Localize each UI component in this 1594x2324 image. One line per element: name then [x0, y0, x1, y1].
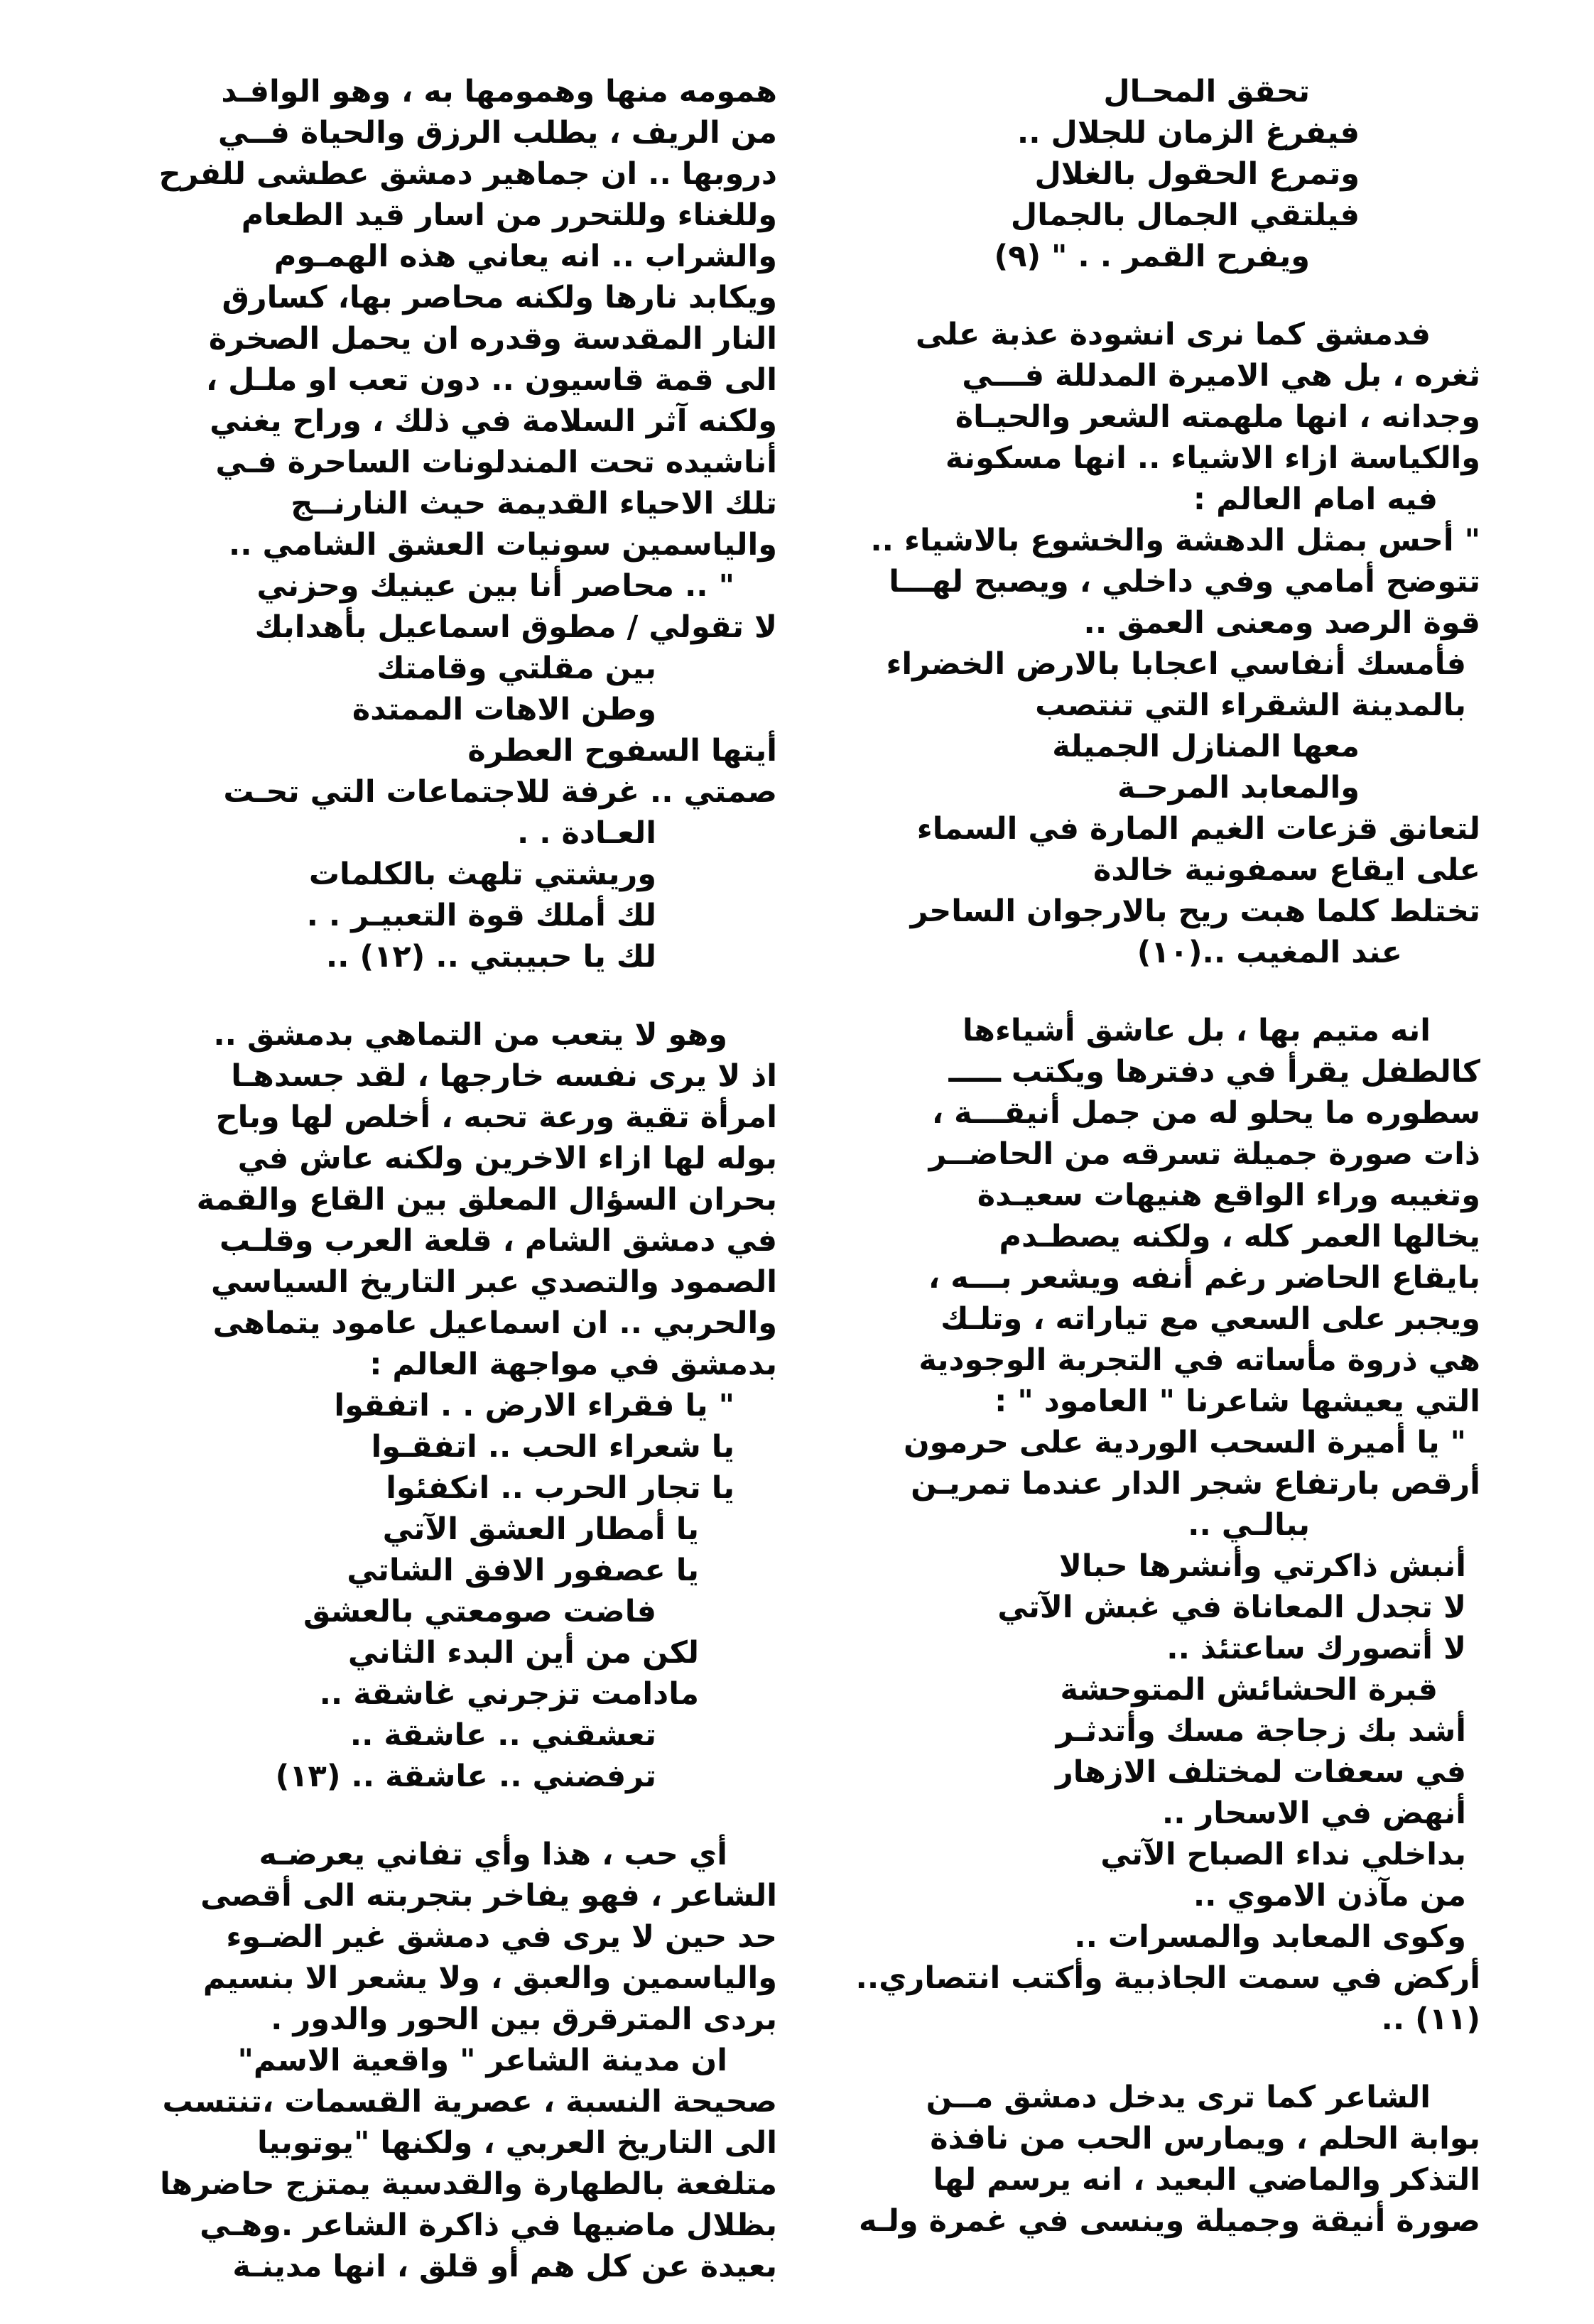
text-line: الى التاريخ العربي ، ولكنها "يوتوبيا: [256, 2125, 777, 2161]
paragraph-enamoured: [798, 1010, 1480, 2040]
text-line: فيفرغ الزمان للجلال ..: [1016, 115, 1360, 151]
poem-excerpt-9: [798, 71, 1480, 277]
text-line: ترفضني .. عاشقة .. (١٣): [275, 1759, 656, 1794]
text-line: فيه امام العالم :: [1193, 482, 1438, 517]
text-line: متلفعة بالطهارة والقدسية يمتزج حاضرها: [160, 2166, 777, 2202]
text-line: والياسمين سونيات العشق الشامي ..: [228, 527, 777, 563]
right-column: [798, 71, 1480, 2279]
text-line: سطوره ما يحلو له من جمل أنيقـــة ،: [931, 1095, 1480, 1131]
text-line: لا تجدل المعاناة في غبش الآتي: [997, 1590, 1466, 1625]
text-line: التذكر والماضي البعيد ، انه يرسم لها: [933, 2162, 1480, 2198]
text-line: ببالـي ..: [1188, 1507, 1310, 1543]
text-line: بدمشق في مواجهة العالم :: [369, 1347, 777, 1382]
text-line: أرقص بارتفاع شجر الدار عندما تمريـن: [911, 1466, 1480, 1502]
text-line: فدمشق كما نرى انشودة عذبة على: [915, 317, 1431, 352]
paragraph-dream-gate: [798, 2077, 1480, 2242]
text-line: وتمرع الحقول بالغلال: [1034, 156, 1360, 192]
text-line: تختلط كلما هبت ريح بالارجوان الساحر: [910, 894, 1480, 929]
text-line: والمعابد المرحـة: [1117, 770, 1360, 805]
text-line: صحيحة النسبة ، عصرية القسمات ،تنتسب: [162, 2084, 777, 2119]
text-line: بايقاع الحاضر رغم أنفه ويشعر بـــه ،: [928, 1260, 1480, 1296]
paragraph-identification: [95, 1014, 777, 1797]
text-line: لكن من أين البدء الثاني: [347, 1635, 699, 1671]
text-line: ويفرح القمر . . " (٩): [994, 239, 1310, 274]
text-line: بردى المترقرق بين الحور والدور .: [271, 2002, 777, 2037]
text-line: ويجبر على السعي مع تياراته ، وتلـك: [940, 1301, 1480, 1337]
text-line: العـادة . .: [516, 815, 656, 851]
text-line: فأمسك أنفاسي اعجابا بالارض الخضراء: [886, 646, 1466, 682]
text-line: وكوى المعابد والمسرات ..: [1074, 1919, 1466, 1955]
text-line: دروبها .. ان جماهير دمشق عطشى للفرح: [158, 156, 777, 192]
text-line: قبرة الحشائش المتوحشة: [1060, 1672, 1438, 1707]
text-line: والشراب .. انه يعاني هذه الهمـوم: [273, 239, 777, 274]
text-line: لتعانق قزعات الغيم المارة في السماء: [916, 811, 1480, 847]
text-line: قوة الرصد ومعنى العمق ..: [1083, 605, 1480, 641]
text-line: أي حب ، هذا وأي تفاني يعرضـه: [259, 1837, 727, 1872]
paragraph-worries: [95, 71, 777, 977]
text-line: يا شعراء الحب .. اتفقـوا: [371, 1429, 734, 1465]
text-line: ويكابد نارها ولكنه محاصر بها، كسارق: [222, 280, 777, 315]
text-line: (١١) ..: [1381, 2002, 1480, 2037]
text-line: وتغيبه وراء الواقع هنيهات سعيـدة: [977, 1178, 1480, 1213]
text-line: تتوضح أمامي وفي داخلي ، ويصبح لهـــا: [889, 564, 1480, 599]
paragraph-utopia: [95, 1834, 777, 2287]
text-line: كالطفل يقرأ في دفترها ويكتب ـــــ: [948, 1054, 1480, 1090]
text-line: يا عصفور الافق الشاتي: [347, 1553, 699, 1588]
left-column: [95, 71, 777, 2324]
text-line: ولكنه آثر السلامة في ذلك ، وراح يغني: [210, 403, 777, 439]
text-line: بظلال ماضيها في ذاكرة الشاعر .وهـي: [200, 2208, 777, 2243]
text-line: وهو لا يتعب من التماهي بدمشق ..: [213, 1017, 727, 1053]
text-line: لا أتصورك ساعتئذ ..: [1166, 1631, 1466, 1666]
text-line: وللغناء وللتحرر من اسار قيد الطعام: [241, 197, 777, 233]
text-line: انه متيم بها ، بل عاشق أشياءها: [962, 1013, 1431, 1048]
text-line: امرأة تقية ورعة تحبه ، أخلص لها وباح: [215, 1099, 777, 1135]
text-line: معها المنازل الجميلة: [1052, 729, 1360, 764]
text-line: وريشتي تلهث بالكلمات: [308, 857, 656, 892]
text-line: ذات صورة جميلة تسرقه من الحاضــر: [928, 1136, 1480, 1172]
text-line: أناشيده تحت المندلونات الساحرة فـي: [215, 445, 777, 480]
text-line: على ايقاع سمفونية خالدة: [1093, 852, 1480, 888]
text-line: ان مدينة الشاعر " واقعية الاسم": [237, 2043, 727, 2078]
text-line: بحران السؤال المعلق بين القاع والقمة: [196, 1182, 777, 1217]
text-line: والياسمين والعبق ، ولا يشعر الا بنسيم: [202, 1960, 777, 1996]
text-line: لك يا حبيبتي .. (١٢) ..: [325, 939, 656, 974]
text-line: والكياسة ازاء الاشياء .. انها مسكونة: [945, 440, 1480, 476]
text-line: لا تقولي / مطوق اسماعيل بأهدابك: [254, 609, 777, 645]
text-line: في سعفات لمختلف الازهار: [1056, 1754, 1466, 1790]
text-line: ثغره ، بل هي الاميرة المدللة فـــي: [962, 358, 1480, 393]
text-line: همومه منها وهمومها به ، وهو الوافـد: [221, 74, 777, 109]
paragraph-damascus-song: [798, 314, 1480, 973]
text-line: تحقق المحـال: [1103, 74, 1310, 109]
text-line: مادامت تزجرني غاشقة ..: [319, 1676, 699, 1712]
text-line: يخالها العمر كله ، ولكنه يصطـدم: [999, 1219, 1480, 1254]
text-line: " أحس بمثل الدهشة والخشوع بالاشياء ..: [870, 523, 1480, 558]
text-line: فيلتقي الجمال بالجمال: [1010, 197, 1360, 233]
text-line: بداخلي نداء الصباح الآتي: [1100, 1837, 1466, 1872]
text-line: أنهض في الاسحار ..: [1161, 1796, 1466, 1831]
text-line: " يا أميرة السحب الوردية على حرمون: [903, 1425, 1466, 1460]
text-line: أنبش ذاكرتي وأنشرها حبالا: [1058, 1548, 1466, 1584]
text-line: النار المقدسة وقدره ان يحمل الصخرة: [208, 321, 777, 357]
text-line: أيتها السفوح العطرة: [467, 733, 777, 769]
text-line: فاضت صومعتي بالعشق: [303, 1594, 656, 1629]
text-line: بوله لها ازاء الاخرين ولكنه عاش في: [237, 1141, 777, 1176]
text-line: حد حين لا يرى في دمشق غير الضـوء: [226, 1919, 777, 1955]
text-line: الشاعر كما ترى يدخل دمشق مــن: [926, 2080, 1431, 2115]
text-line: في دمشق الشام ، قلعة العرب وقلـب: [219, 1223, 777, 1259]
text-line: أركض في سمت الجاذبية وأكتب انتصاري..: [855, 1960, 1480, 1996]
text-line: أشد بك زجاجة مسك وأتدثـر: [1056, 1713, 1466, 1749]
text-line: والحربي .. ان اسماعيل عامود يتماهى: [212, 1305, 777, 1341]
text-line: بالمدينة الشقراء التي تنتصب: [1035, 688, 1466, 723]
text-line: اذ لا يرى نفسه خارجها ، لقد جسدهـا: [231, 1058, 777, 1094]
text-line: وجدانه ، انها ملهمته الشعر والحيـاة: [955, 399, 1480, 435]
text-line: التي يعيشها شاعرنا " العامود " :: [994, 1384, 1480, 1419]
text-line: صورة أنيقة وجميلة وينسى في غمرة ولـه: [859, 2203, 1480, 2239]
text-line: يا أمطار العشق الآتي: [382, 1511, 699, 1547]
text-line: وطن الاهات الممتدة: [352, 692, 656, 727]
text-line: هي ذروة مأساته في التجربة الوجودية: [918, 1342, 1480, 1378]
text-line: بعيدة عن كل هم أو قلق ، انها مدينـة: [232, 2249, 777, 2284]
text-line: من مآذن الاموي ..: [1193, 1878, 1466, 1913]
text-line: " .. محاصر أنا بين عينيك وحزني: [256, 568, 734, 604]
text-line: من الريف ، يطلب الرزق والحياة فــي: [217, 115, 777, 151]
text-line: الى قمة قاسيون .. دون تعب او ملـل ،: [205, 362, 777, 398]
text-line: الشاعر ، فهو يفاخر بتجربته الى أقصى: [200, 1878, 777, 1913]
text-line: عند المغيب ..(١٠): [1137, 935, 1402, 970]
text-line: " يا فقراء الارض . . اتفقوا: [334, 1388, 734, 1423]
text-line: تعشقني .. عاشقة ..: [349, 1717, 656, 1753]
text-line: يا تجار الحرب .. انكفئوا: [386, 1470, 734, 1506]
text-line: تلك الاحياء القديمة حيث النارنــج: [291, 486, 777, 521]
text-line: بوابة الحلم ، ويمارس الحب من نافذة: [930, 2121, 1480, 2156]
text-line: الصمود والتصدي عبر التاريخ السياسي: [210, 1264, 777, 1300]
text-line: صمتي .. غرفة للاجتماعات التي تحـت: [223, 774, 777, 810]
text-line: بين مقلتي وقامتك: [376, 651, 656, 686]
text-line: لك أملك قوة التعبيـر . .: [306, 898, 656, 933]
